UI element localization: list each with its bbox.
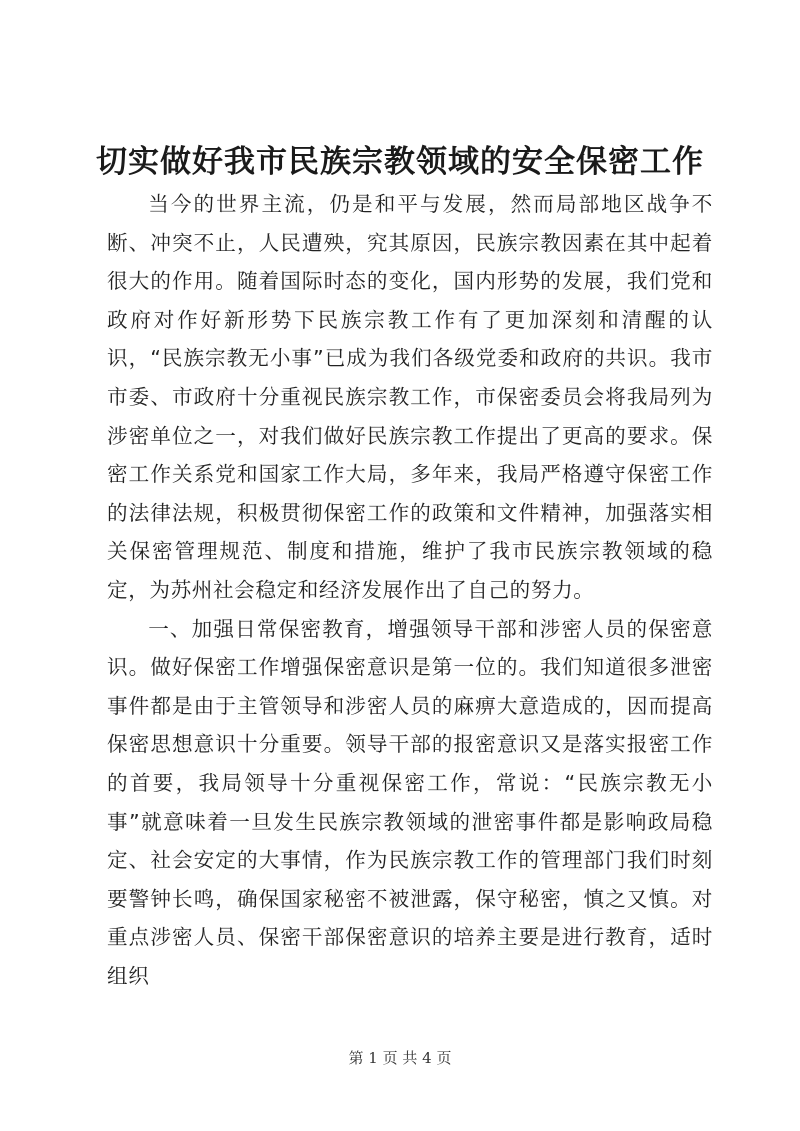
body-paragraph: 一、加强日常保密教育，增强领导干部和涉密人员的保密意识。做好保密工作增强保密意识是第一位的。我们知道很多泄密事件都是由于主管领导和涉密人员的麻痹大意造成的，因而提高保密思想意识十分重要。领导干部的报密意识又是落实报密工作的首要，我局领导十分重视保密工作，常说：“民族宗教无小事”就意味着一旦发生民族宗教领域的泄密事件都是影响政局稳定、社会安定的大事情，作为民族宗教工作的管理部门我们时刻要警钟长鸣，确保国家秘密不被泄露，保守秘密，慎之又慎。对重点涉密人员、保密干部保密意识的培养主要是进行教育，适时组织 xyxy=(107,616,713,988)
page-number-footer: 第 1 页 共 4 页 xyxy=(348,1049,452,1067)
document-title: 切实做好我市民族宗教领域的安全保密工作 xyxy=(96,144,704,180)
document-body xyxy=(107,185,713,995)
body-paragraph: 当今的世界主流，仍是和平与发展，然而局部地区战争不断、冲突不止，人民遭殃，究其原因，民族宗教因素在其中起着很大的作用。随着国际时态的变化，国内形势的发展，我们党和政府对作好新形势下民族宗教工作有了更加深刻和清醒的认识，“民族宗教无小事”已成为我们各级党委和政府的共识。我市市委、市政府十分重视民族宗教工作，市保密委员会将我局列为涉密单位之一，对我们做好民族宗教工作提出了更高的要求。保密工作关系党和国家工作大局，多年来，我局严格遵守保密工作的法律法规，积极贯彻保密工作的政策和文件精神，加强落实相关保密管理规范、制度和措施，维护了我市民族宗教领域的稳定，为苏州社会稳定和经济发展作出了自己的努力。 xyxy=(107,192,713,602)
